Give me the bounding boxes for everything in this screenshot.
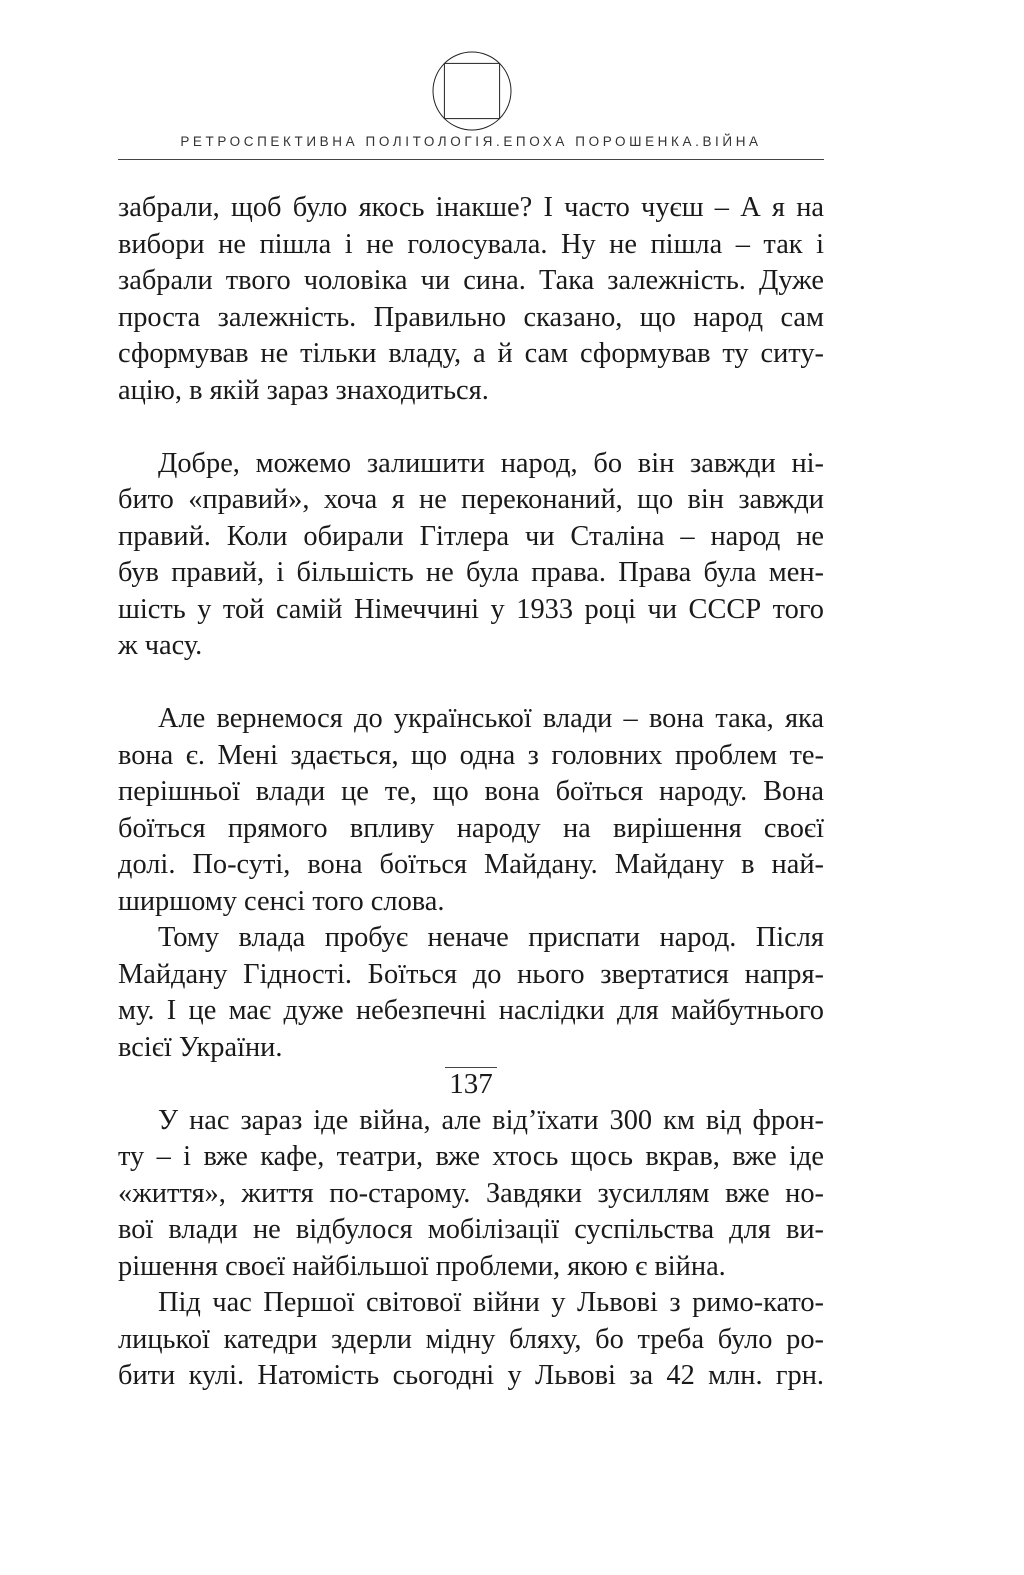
text-line: вої влади не відбулося мобілізації суспільства для ви- [118,1214,824,1245]
body-text [118,190,824,1395]
text-line: бити кулі. Натомість сьогодні у Львові за 42 млн. грн. [118,1360,824,1391]
text-line: му. І це має дуже небезпечні наслідки для майбутнього [118,995,824,1026]
text-line: перішньої влади це те, що вона боїться народу. Вона [118,776,824,807]
text-line: лицької катедри здерли мідну бляху, бо треба було ро- [118,1323,824,1355]
text-line: всієї України. [118,1031,283,1063]
paragraph [118,920,824,1066]
text-line: вона є. Мені здається, що одна з головних проблем те- [118,739,824,771]
text-line: вибори не пішла і не голосувала. Ну не пішла – так і [118,228,824,260]
text-line: Добре, можемо залишити народ, бо він завжди ні- [158,447,824,479]
text-line: рішення своєї найбільшої проблеми, якою є війна. [118,1250,726,1282]
running-header: РЕТРОСПЕКТИВНА ПОЛІТОЛОГІЯ.ЕПОХА ПОРОШЕНКА.ВІЙНА [180,134,762,149]
text-line: Майдану Гідності. Боїться до нього звертатися напря- [118,958,824,990]
paragraph [118,1103,824,1286]
text-line: долі. По-суті, вона боїться Майдану. Майдану в най- [118,849,824,880]
paragraph-gap [118,665,824,702]
square-in-circle-logo [431,50,513,132]
page-number-text: 137 [445,1067,497,1100]
text-line: був правий, і більшість не була права. Права була мен- [118,557,824,588]
paragraph [118,701,824,920]
text-line: Під час Першої світової війни у Львові з римо-като- [158,1287,824,1318]
page-number [0,1068,942,1101]
text-line: ту – і вже кафе, театри, вже хтось щось вкрав, вже іде [118,1141,824,1172]
text-line: У нас зараз іде війна, але від’їхати 300 км від фрон- [158,1104,824,1136]
text-line: правий. Коли обирали Гітлера чи Сталіна – народ не [118,520,824,552]
text-line: ширшому сенсі того слова. [118,885,445,917]
paragraph [118,1285,824,1395]
header-rule [118,159,824,160]
text-line: шість у той самій Німеччині у 1933 році чи СССР того [118,593,824,625]
text-line: забрали твого чоловіка чи сина. Така залежність. Дуже [118,265,824,296]
paragraph-gap [118,409,824,446]
paragraph [118,190,824,409]
text-line: Але вернемося до української влади – вона така, яка [158,703,824,734]
text-line: ацію, в якій зараз знаходиться. [118,374,489,406]
text-line: проста залежність. Правильно сказано, що народ сам [118,301,824,333]
paragraph [118,446,824,665]
text-line: Тому влада пробує неначе приспати народ. Після [158,922,824,953]
text-line: забрали, щоб було якось інакше? І часто чуєш – А я на [118,192,824,223]
text-line: «життя», життя по-старому. Завдяки зусиллям вже но- [118,1177,824,1209]
text-line: боїться прямого впливу народу на вирішення своєї [118,812,824,844]
text-line: бито «правий», хоча я не переконаний, що він завжди [118,484,824,515]
text-line: ж часу. [118,630,203,661]
text-line: сформував не тільки владу, а й сам сформував ту ситу- [118,338,824,369]
